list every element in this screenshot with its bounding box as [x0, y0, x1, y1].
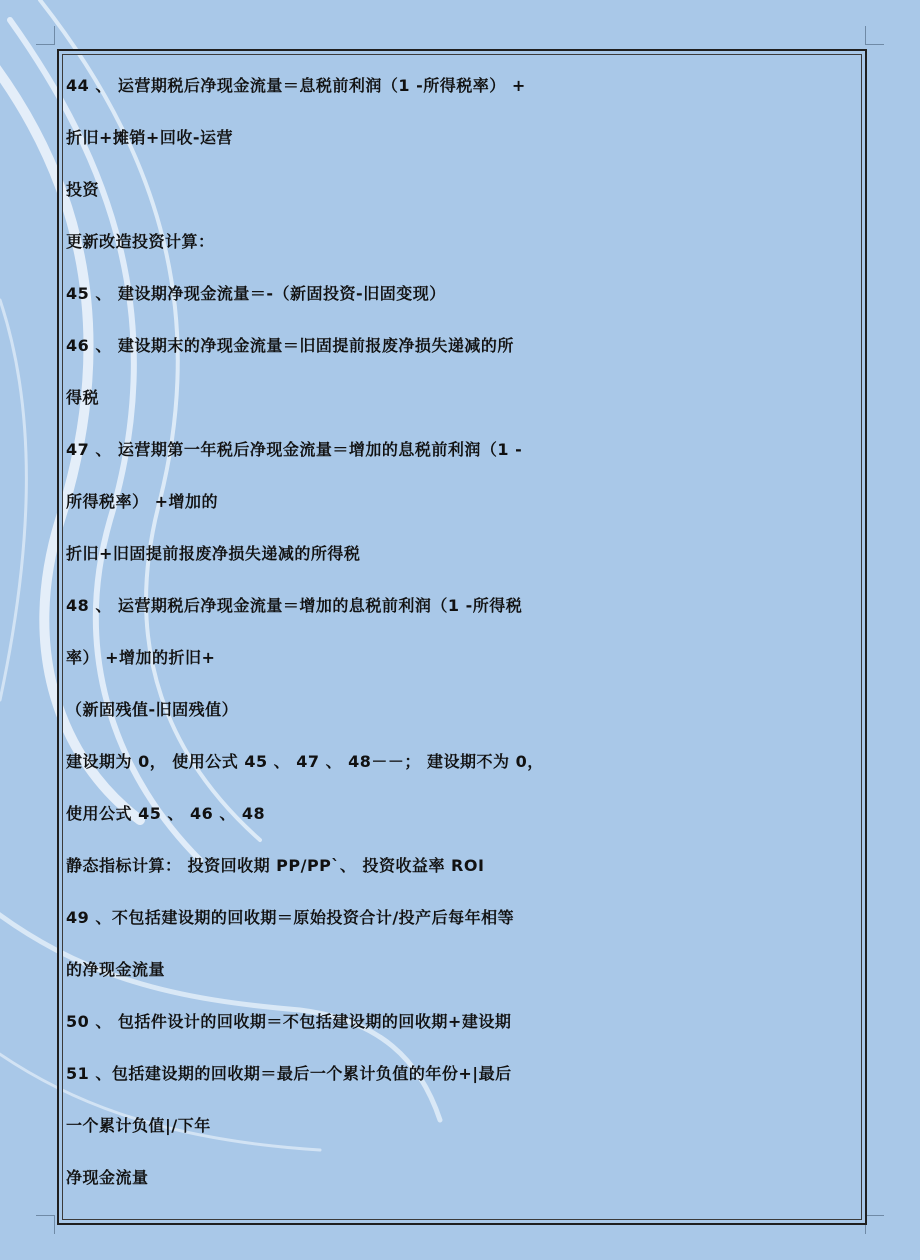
text-line: 49 、不包括建设期的回收期＝原始投资合计/投产后每年相等 [66, 908, 515, 927]
text-line: 得税 [66, 388, 100, 407]
text-line: 47 、 运营期第一年税后净现金流量＝增加的息税前利润（1 - [66, 440, 523, 459]
text-line: 所得税率） +增加的 [66, 492, 218, 511]
document-body [66, 60, 866, 1204]
section-heading: 更新改造投资计算： [66, 232, 215, 251]
text-line: 的净现金流量 [66, 960, 166, 979]
text-line: 使用公式 45 、 46 、 48 [66, 804, 266, 823]
section-heading: 静态指标计算： 投资回收期 PP/PP`、 投资收益率 ROI [66, 856, 485, 875]
corner-crop-mark [36, 26, 55, 45]
text-line: 48 、 运营期税后净现金流量＝增加的息税前利润（1 -所得税 [66, 596, 523, 615]
text-line: 折旧+旧固提前报废净损失递减的所得税 [66, 544, 361, 563]
text-line: 44 、 运营期税后净现金流量＝息税前利润（1 -所得税率） + [66, 76, 526, 95]
text-line: 净现金流量 [66, 1168, 149, 1187]
text-line: 一个累计负值|/下年 [66, 1116, 211, 1135]
corner-crop-mark [36, 1215, 55, 1234]
text-line: 建设期为 0， 使用公式 45 、 47 、 48－－； 建设期不为 0， [66, 752, 544, 771]
text-line: 率） +增加的折旧+ [66, 648, 216, 667]
text-line: 50 、 包括件设计的回收期＝不包括建设期的回收期+建设期 [66, 1012, 512, 1031]
text-line: （新固残值-旧固残值） [66, 700, 239, 719]
text-line: 折旧+摊销+回收-运营 [66, 128, 233, 147]
text-line: 51 、包括建设期的回收期＝最后一个累计负值的年份+|最后 [66, 1064, 512, 1083]
corner-crop-mark [865, 1215, 884, 1234]
corner-crop-mark [865, 26, 884, 45]
text-line: 投资 [66, 180, 100, 199]
text-line: 46 、 建设期末的净现金流量＝旧固提前报废净损失递减的所 [66, 336, 514, 355]
text-line: 45 、 建设期净现金流量＝-（新固投资-旧固变现） [66, 284, 446, 303]
